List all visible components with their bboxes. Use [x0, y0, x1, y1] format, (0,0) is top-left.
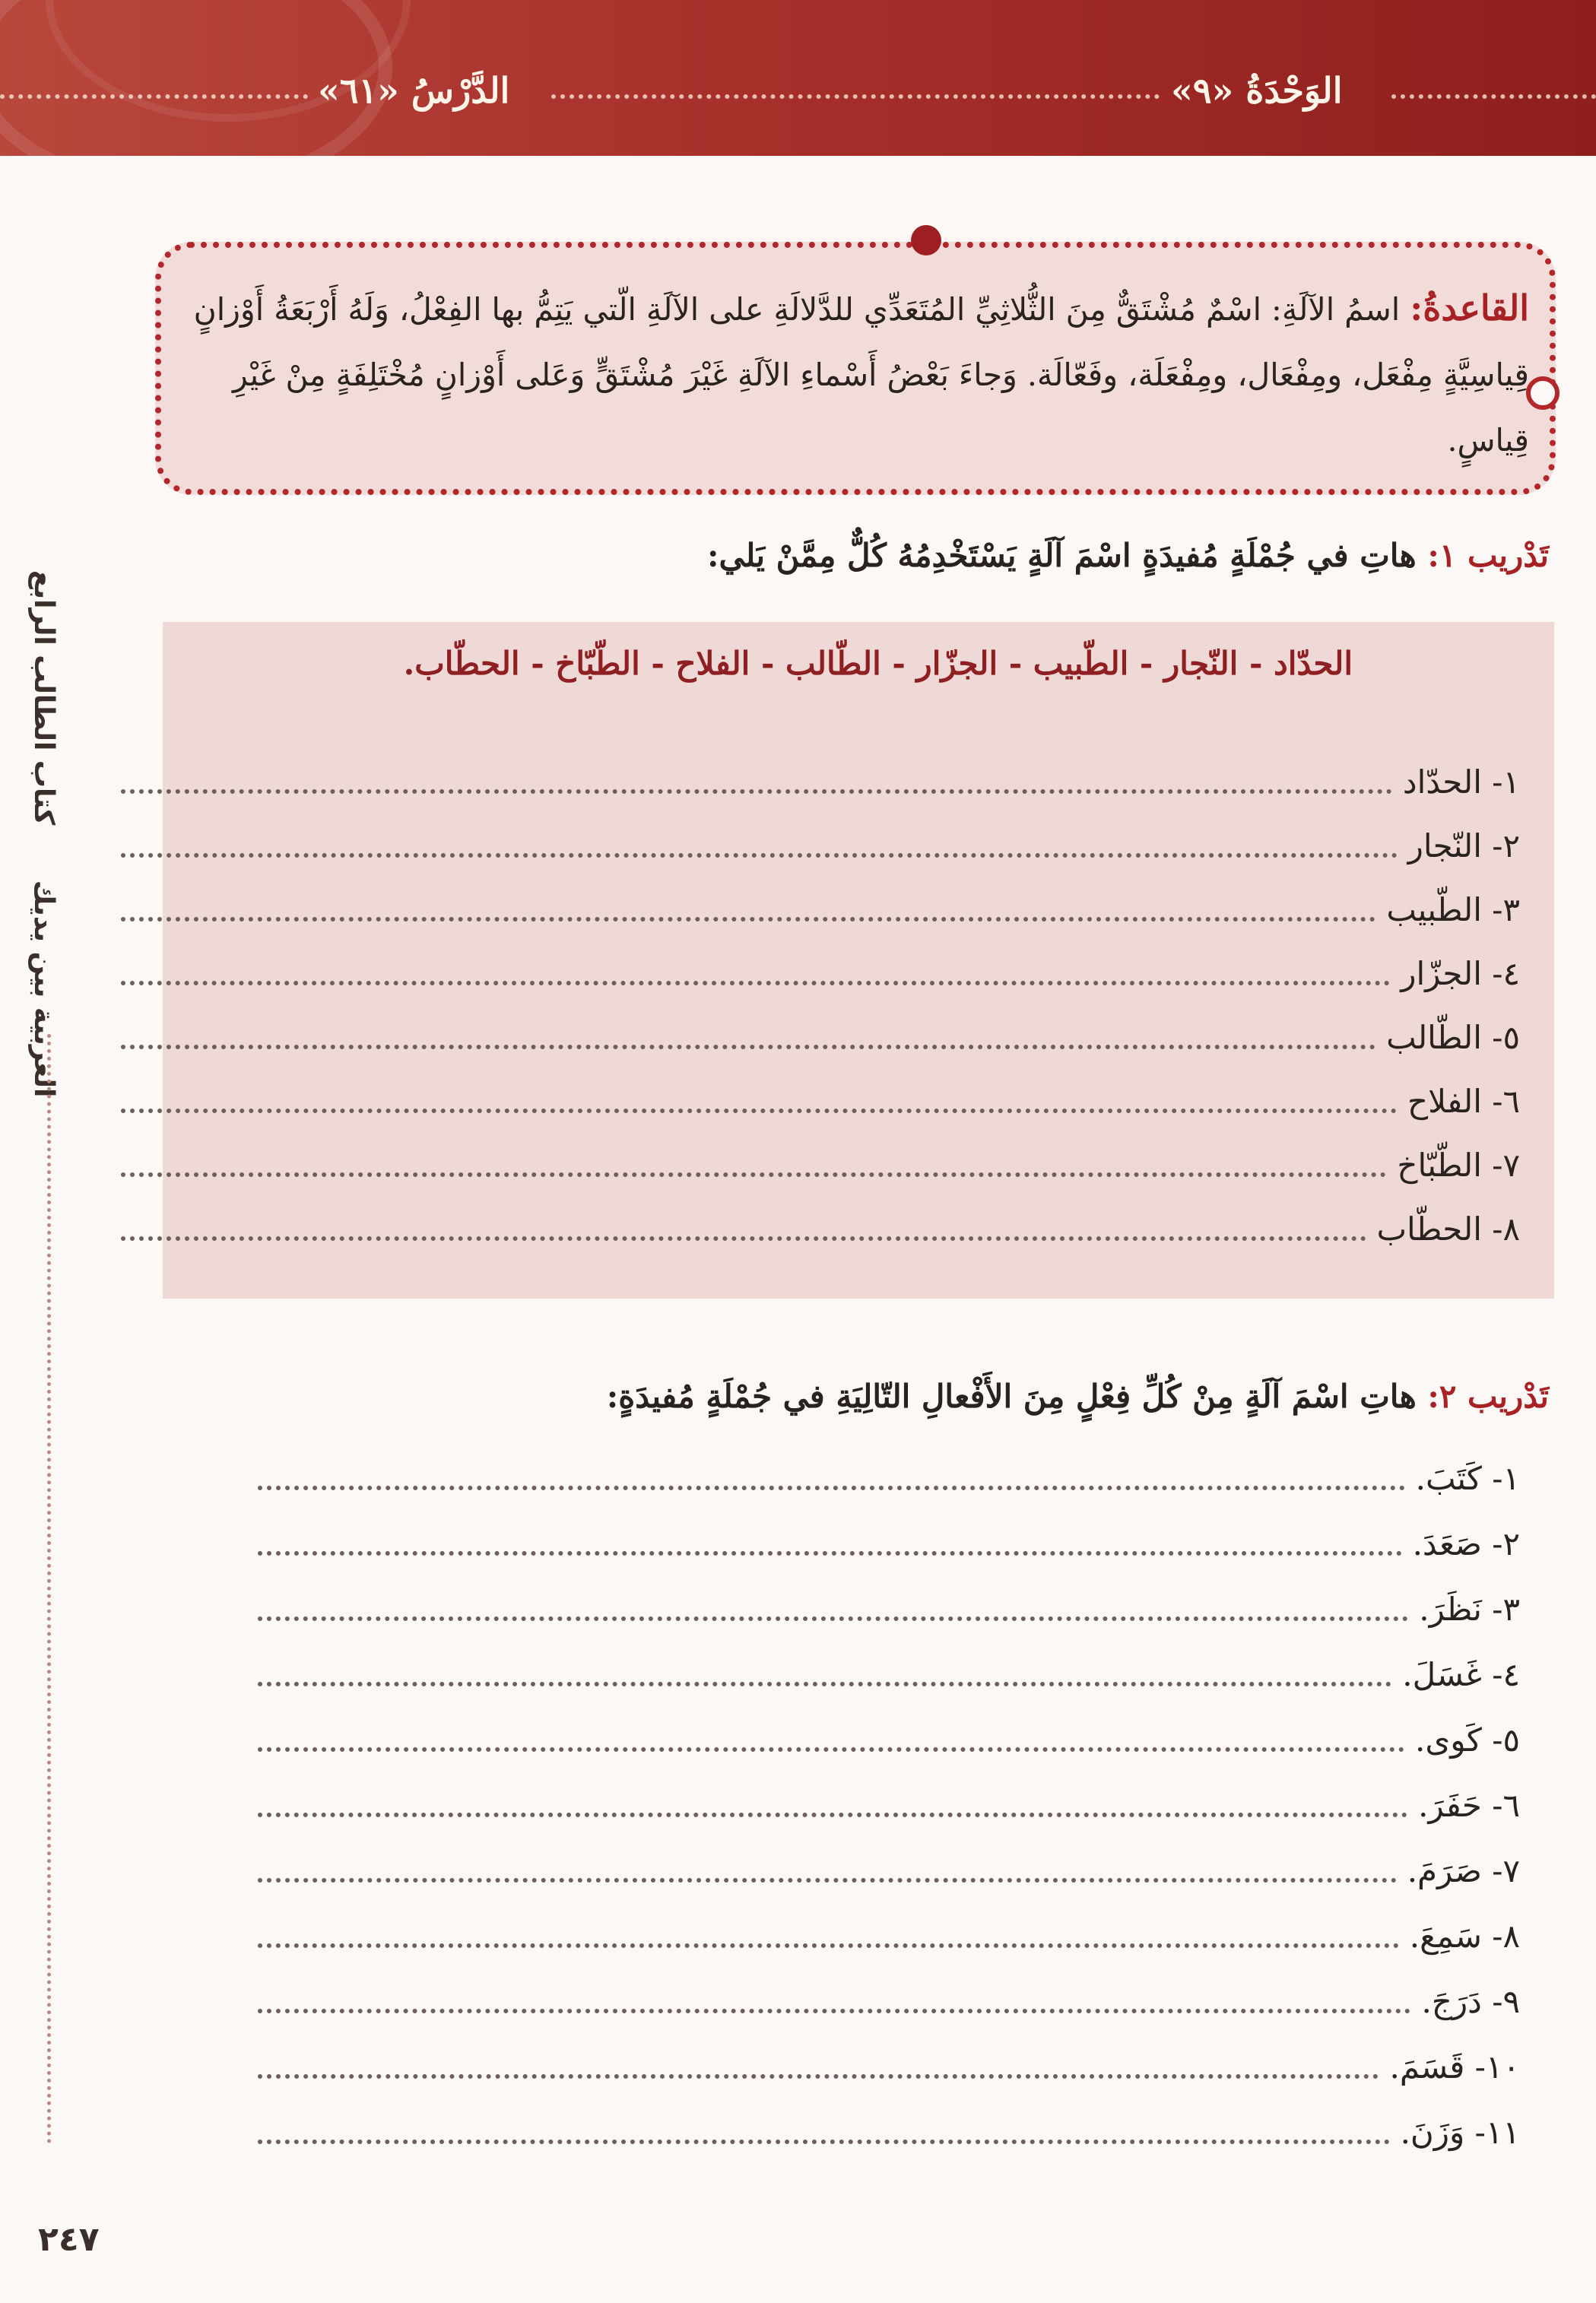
exercise1-instruction: هاتِ في جُمْلَةٍ مُفيدَةٍ اسْمَ آلَةٍ يَسْتَخْدِمُهُ كُلٌّ مِمَّنْ يَلي: [706, 537, 1417, 574]
exercise2-instruction: هاتِ اسْمَ آلَةٍ مِنْ كُلِّ فِعْلٍ مِنَ الأَفْعالِ التّالِيَةِ في جُمْلَةٍ مُفيدَةٍ: [606, 1378, 1417, 1415]
answer-line[interactable] [258, 2009, 1410, 2013]
answer-line[interactable] [258, 1486, 1405, 1490]
item-label: ٢- صَعَدَ. [1412, 1525, 1520, 1562]
answer-line[interactable] [258, 1943, 1399, 1948]
answer-line[interactable] [121, 917, 1375, 922]
exercise2-heading [607, 1378, 1549, 1415]
rule-text [145, 275, 1529, 473]
item-label: ١- الحدّاد [1402, 763, 1520, 801]
rule-label: القاعدةُ: [1410, 287, 1529, 328]
rule-box-ring [1526, 376, 1560, 410]
header-dotted-divider [0, 94, 308, 99]
exercise2-item [258, 1721, 1520, 1759]
item-label: ٧- صَرَمَ. [1407, 1852, 1520, 1889]
answer-line[interactable] [121, 1236, 1366, 1241]
rule-body: اسمُ الآلَةِ: اسْمٌ مُشْتَقٌّ مِنَ الثُّلاثِيِّ المُتَعَدِّي للدَّلالَةِ على الآلَةِ الّتي يَتِمُّ بها الفِعْلُ، وَلَهُ أَرْبَعَةُ أَوْزانٍ قِياسِيَّةٍ مِفْعَل، ومِفْعَال، ومِفْعَلَة، وفَعّالَة. وَجاءَ بَعْضُ أَسْماءِ الآلَةِ غَيْرَ مُشْتَقٍّ وَعَلى أَوْزانٍ مُخْتَلِفَةٍ مِنْ غَيْرِ قِياسٍ. [193, 291, 1529, 458]
exercise2-item [258, 1656, 1520, 1693]
exercise2-item [258, 1525, 1520, 1562]
item-label: ٦- الفلاح [1407, 1083, 1520, 1120]
exercise2-item [258, 2048, 1520, 2086]
item-label: ٧- الطّبّاخ [1397, 1147, 1520, 1184]
item-label: ١٠- قَسَمَ. [1389, 2048, 1520, 2086]
exercise1-item [121, 1019, 1520, 1056]
exercise2-item [258, 1918, 1520, 1955]
item-label: ٤- الجزّار [1401, 955, 1520, 992]
item-label: ١- كَتَبَ. [1415, 1460, 1520, 1497]
answer-line[interactable] [121, 1172, 1386, 1177]
exercise1-number: تَدْريب ١: [1427, 537, 1549, 574]
answer-line[interactable] [121, 981, 1390, 985]
header-dotted-divider [1391, 94, 1596, 99]
lesson-label: الدَّرْسُ «٦١» [318, 70, 510, 111]
unit-label: الوَحْدَةُ «٩» [1171, 70, 1343, 111]
page-number: ٢٤٧ [38, 2220, 100, 2259]
answer-line[interactable] [121, 1109, 1397, 1113]
sidebar-dotted-line [47, 1034, 51, 2144]
item-label: ٦- حَفَرَ. [1418, 1787, 1520, 1824]
exercise2-item [258, 1852, 1520, 1889]
item-label: ٤- غَسَلَ. [1402, 1656, 1520, 1693]
answer-line[interactable] [121, 1045, 1375, 1049]
exercise2-item [258, 1460, 1520, 1497]
exercise1-item [121, 1210, 1520, 1248]
item-label: ٨- الحطّاب [1376, 1210, 1520, 1248]
exercise1-item [121, 1147, 1520, 1184]
item-label: ٣- الطّبيب [1386, 891, 1520, 928]
sidebar-title [28, 525, 59, 1097]
answer-line[interactable] [258, 1747, 1404, 1752]
item-label: ٥- الطّالب [1386, 1019, 1520, 1056]
item-label: ١١- وَزَنَ. [1400, 2114, 1520, 2151]
exercise1-item [121, 1083, 1520, 1120]
rule-box-dot [911, 225, 941, 255]
item-label: ٨- سَمِعَ. [1409, 1918, 1520, 1955]
exercise2-number: تَدْريب ٢: [1427, 1378, 1549, 1415]
exercise1-item [121, 763, 1520, 801]
answer-line[interactable] [258, 1616, 1408, 1621]
book-title: كتاب الطالب الرابع [28, 570, 59, 826]
exercise2-item [258, 1787, 1520, 1824]
exercise1-item [121, 827, 1520, 864]
exercise1-item [121, 955, 1520, 992]
answer-line[interactable] [121, 853, 1398, 858]
answer-line[interactable] [258, 1682, 1391, 1686]
exercise2-item [258, 1983, 1520, 2020]
item-label: ٩- دَرَجَ. [1421, 1983, 1520, 2020]
exercise1-heading [707, 537, 1549, 574]
series-title: العربية بين يديك [28, 880, 59, 1098]
exercise1-item [121, 891, 1520, 928]
answer-line[interactable] [121, 789, 1392, 794]
item-label: ٢- النّجار [1407, 827, 1520, 864]
answer-line[interactable] [258, 1813, 1407, 1817]
item-label: ٥- كَوى. [1414, 1721, 1520, 1759]
exercise1-word-bank: الحدّاد - النّجار - الطّبيب - الجزّار - الطّالب - الفلاح - الطّبّاخ - الحطّاب. [403, 645, 1353, 682]
answer-line[interactable] [258, 2140, 1390, 2144]
exercise2-item [258, 1591, 1520, 1628]
exercise2-item [258, 2114, 1520, 2151]
answer-line[interactable] [258, 1551, 1402, 1556]
item-label: ٣- نَظَرَ. [1419, 1591, 1520, 1628]
header-dotted-divider [551, 94, 1160, 99]
header-banner [0, 0, 1596, 156]
answer-line[interactable] [258, 2074, 1379, 2079]
answer-line[interactable] [258, 1878, 1397, 1883]
